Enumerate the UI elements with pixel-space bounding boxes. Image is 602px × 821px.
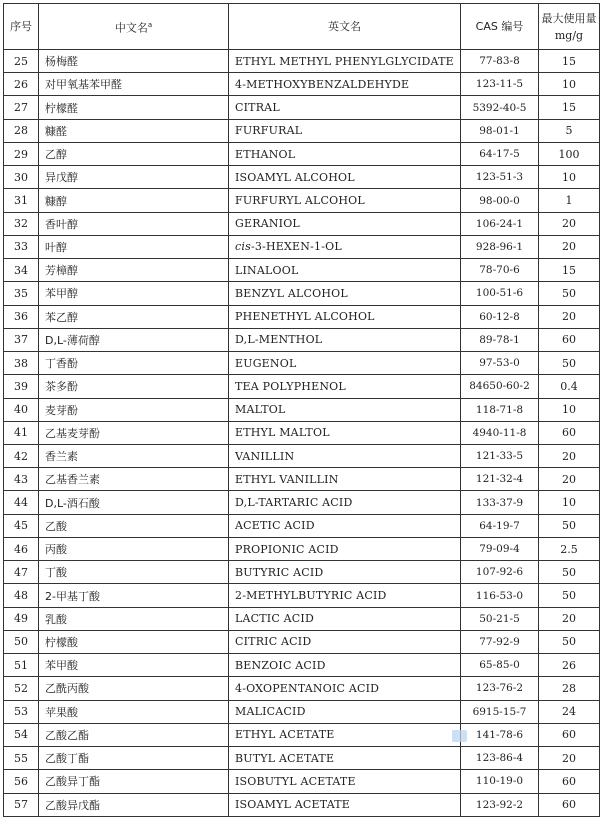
- table-row: [4, 654, 600, 677]
- cell-en-name: LINALOOL: [229, 259, 461, 282]
- cell-cn-name: 杨梅醛: [39, 50, 229, 73]
- table-row: [4, 793, 600, 817]
- cell-max-usage: 15: [539, 259, 600, 282]
- cell-en-name: 4-METHOXYBENZALDEHYDE: [229, 73, 461, 96]
- cell-cas: 60-12-8: [461, 305, 539, 328]
- table-row: [4, 584, 600, 607]
- cell-seq: 44: [4, 491, 39, 514]
- cell-seq: 36: [4, 305, 39, 328]
- cell-cn-name: 2-甲基丁酸: [39, 584, 229, 607]
- cell-en-name: VANILLIN: [229, 444, 461, 467]
- cell-cas: 121-32-4: [461, 468, 539, 491]
- table-row: [4, 398, 600, 421]
- cell-max-usage: 100: [539, 142, 600, 165]
- cell-cn-name: 乙基香兰素: [39, 468, 229, 491]
- cell-cn-name: 丁酸: [39, 561, 229, 584]
- cell-max-usage: 20: [539, 468, 600, 491]
- cell-en-name: EUGENOL: [229, 352, 461, 375]
- cell-max-usage: 10: [539, 491, 600, 514]
- cell-seq: 48: [4, 584, 39, 607]
- cell-en-name: TEA POLYPHENOL: [229, 375, 461, 398]
- cell-cn-name: 香叶醇: [39, 212, 229, 235]
- cell-en-name: ETHYL VANILLIN: [229, 468, 461, 491]
- table-row: [4, 212, 600, 235]
- header-en-name: 英文名: [229, 4, 461, 50]
- cell-seq: 52: [4, 677, 39, 700]
- watermark-icon: [452, 730, 467, 742]
- cell-cn-name: 对甲氧基苯甲醛: [39, 73, 229, 96]
- table-row: [4, 700, 600, 723]
- cell-en-name: ISOAMYL ALCOHOL: [229, 166, 461, 189]
- cell-cn-name: D,L-薄荷醇: [39, 328, 229, 351]
- cell-cas: 98-01-1: [461, 119, 539, 142]
- cell-max-usage: 20: [539, 607, 600, 630]
- cell-cas: 89-78-1: [461, 328, 539, 351]
- cell-seq: 46: [4, 537, 39, 560]
- cell-seq: 55: [4, 747, 39, 770]
- cell-en-name: ACETIC ACID: [229, 514, 461, 537]
- cell-cn-name: 麦芽酚: [39, 398, 229, 421]
- table-row: [4, 421, 600, 444]
- cell-cas: 133-37-9: [461, 491, 539, 514]
- cell-max-usage: 50: [539, 514, 600, 537]
- header-cn-name: 中文名$^a$: [39, 4, 229, 50]
- cell-seq: 51: [4, 654, 39, 677]
- table-row: [4, 305, 600, 328]
- table-row: [4, 630, 600, 653]
- cell-cn-name: 苹果酸: [39, 700, 229, 723]
- cell-cas: 123-51-3: [461, 166, 539, 189]
- cell-seq: 38: [4, 352, 39, 375]
- cell-cas: 4940-11-8: [461, 421, 539, 444]
- table-row: [4, 259, 600, 282]
- table-row: [4, 50, 600, 73]
- cell-en-name: CITRIC ACID: [229, 630, 461, 653]
- cell-cas: 65-85-0: [461, 654, 539, 677]
- table-row: [4, 352, 600, 375]
- cell-cas: 100-51-6: [461, 282, 539, 305]
- cell-max-usage: 60: [539, 770, 600, 793]
- cell-max-usage: 50: [539, 282, 600, 305]
- cell-seq: 50: [4, 630, 39, 653]
- table-row: [4, 723, 600, 746]
- cell-cn-name: 糠醛: [39, 119, 229, 142]
- cell-seq: 45: [4, 514, 39, 537]
- cell-cas: 6915-15-7: [461, 700, 539, 723]
- cell-cas: 106-24-1: [461, 212, 539, 235]
- cell-seq: 47: [4, 561, 39, 584]
- cell-cas: 123-92-2: [461, 793, 539, 817]
- cell-max-usage: 24: [539, 700, 600, 723]
- cell-seq: 28: [4, 119, 39, 142]
- cell-cas: 64-17-5: [461, 142, 539, 165]
- cell-seq: 57: [4, 793, 39, 817]
- cell-cn-name: 乙酸异戊酯: [39, 793, 229, 817]
- table-row: [4, 747, 600, 770]
- cell-en-name: MALTOL: [229, 398, 461, 421]
- cell-cas: 78-70-6: [461, 259, 539, 282]
- header-max-usage: 最大使用量 mg/g: [539, 4, 600, 50]
- cell-en-name: FURFURAL: [229, 119, 461, 142]
- cell-en-name: GERANIOL: [229, 212, 461, 235]
- cell-cn-name: 芳樟醇: [39, 259, 229, 282]
- cell-max-usage: 50: [539, 584, 600, 607]
- cell-max-usage: 60: [539, 421, 600, 444]
- cell-cn-name: D,L-酒石酸: [39, 491, 229, 514]
- cell-cn-name: 柠檬醛: [39, 96, 229, 119]
- cell-cas: 141-78-6: [461, 723, 539, 746]
- cell-cn-name: 乙醇: [39, 142, 229, 165]
- cell-seq: 41: [4, 421, 39, 444]
- cell-seq: 54: [4, 723, 39, 746]
- cell-cas: 98-00-0: [461, 189, 539, 212]
- cell-cas: 116-53-0: [461, 584, 539, 607]
- cell-cn-name: 乙酸乙酯: [39, 723, 229, 746]
- table-row: [4, 375, 600, 398]
- cell-en-name: BUTYL ACETATE: [229, 747, 461, 770]
- cell-cn-name: 丙酸: [39, 537, 229, 560]
- cell-cn-name: 乙酸: [39, 514, 229, 537]
- cell-cn-name: 柠檬酸: [39, 630, 229, 653]
- cell-cn-name: 苯甲酸: [39, 654, 229, 677]
- cell-en-prefix: cis: [235, 240, 251, 254]
- cell-en-name: PROPIONIC ACID: [229, 537, 461, 560]
- cell-en-name: PHENETHYL ALCOHOL: [229, 305, 461, 328]
- cell-en-name: ETHYL ACETATE: [229, 723, 461, 746]
- cell-cas: 110-19-0: [461, 770, 539, 793]
- cell-max-usage: 20: [539, 747, 600, 770]
- cell-max-usage: 28: [539, 677, 600, 700]
- table-row: [4, 235, 600, 258]
- cell-en-name: cis-3-HEXEN-1-OL: [229, 235, 461, 258]
- cell-en-name: ETHANOL: [229, 142, 461, 165]
- cell-en-name: BENZOIC ACID: [229, 654, 461, 677]
- cell-seq: 25: [4, 50, 39, 73]
- cell-cn-name: 香兰素: [39, 444, 229, 467]
- cell-cn-name: 丁香酚: [39, 352, 229, 375]
- cell-cas: 64-19-7: [461, 514, 539, 537]
- cell-max-usage: 26: [539, 654, 600, 677]
- cell-seq: 35: [4, 282, 39, 305]
- cell-max-usage: 0.4: [539, 375, 600, 398]
- cell-seq: 34: [4, 259, 39, 282]
- cell-seq: 53: [4, 700, 39, 723]
- cell-en-name: LACTIC ACID: [229, 607, 461, 630]
- cell-en-name: BUTYRIC ACID: [229, 561, 461, 584]
- table-row: [4, 770, 600, 793]
- additive-table: [3, 3, 600, 817]
- cell-max-usage: 1: [539, 189, 600, 212]
- cell-en-name: D,L-TARTARIC ACID: [229, 491, 461, 514]
- cell-en-name: 2-METHYLBUTYRIC ACID: [229, 584, 461, 607]
- cell-cas: 123-86-4: [461, 747, 539, 770]
- cell-cas: 928-96-1: [461, 235, 539, 258]
- table-row: [4, 119, 600, 142]
- cell-en-name: ISOBUTYL ACETATE: [229, 770, 461, 793]
- table-row: [4, 491, 600, 514]
- cell-seq: 29: [4, 142, 39, 165]
- cell-en-name: BENZYL ALCOHOL: [229, 282, 461, 305]
- cell-seq: 49: [4, 607, 39, 630]
- table-row: [4, 73, 600, 96]
- cell-cn-name: 乙基麦芽酚: [39, 421, 229, 444]
- cell-max-usage: 10: [539, 398, 600, 421]
- cell-seq: 40: [4, 398, 39, 421]
- cell-max-usage: 50: [539, 561, 600, 584]
- cell-max-usage: 20: [539, 444, 600, 467]
- cell-en-name: ETHYL MALTOL: [229, 421, 461, 444]
- cell-cn-name: 乙酸丁酯: [39, 747, 229, 770]
- cell-cn-name: 叶醇: [39, 235, 229, 258]
- cell-cas: 123-76-2: [461, 677, 539, 700]
- cell-seq: 43: [4, 468, 39, 491]
- cell-max-usage: 20: [539, 212, 600, 235]
- cell-cas: 77-83-8: [461, 50, 539, 73]
- cell-max-usage: 60: [539, 793, 600, 817]
- cell-en-name: ISOAMYL ACETATE: [229, 793, 461, 817]
- cell-cas: 77-92-9: [461, 630, 539, 653]
- cell-max-usage: 15: [539, 50, 600, 73]
- cell-en-name: ETHYL METHYL PHENYLGLYCIDATE: [229, 50, 461, 73]
- table-row: [4, 142, 600, 165]
- table-row: [4, 537, 600, 560]
- cell-seq: 42: [4, 444, 39, 467]
- cell-max-usage: 10: [539, 73, 600, 96]
- cell-max-usage: 10: [539, 166, 600, 189]
- cell-seq: 39: [4, 375, 39, 398]
- cell-en-name: FURFURYL ALCOHOL: [229, 189, 461, 212]
- cell-seq: 31: [4, 189, 39, 212]
- header-seq: 序号: [4, 4, 39, 50]
- cell-en-name: D,L-MENTHOL: [229, 328, 461, 351]
- cell-cn-name: 乙酸异丁酯: [39, 770, 229, 793]
- table-row: [4, 189, 600, 212]
- table-row: [4, 96, 600, 119]
- table-row: [4, 468, 600, 491]
- header-cn-footnote: a: [147, 20, 153, 29]
- header-max-unit: mg/g: [554, 28, 584, 42]
- cell-max-usage: 50: [539, 352, 600, 375]
- table-row: [4, 328, 600, 351]
- cell-seq: 56: [4, 770, 39, 793]
- cell-max-usage: 2.5: [539, 537, 600, 560]
- cell-cas: 97-53-0: [461, 352, 539, 375]
- cell-cas: 107-92-6: [461, 561, 539, 584]
- cell-en-name: MALICACID: [229, 700, 461, 723]
- cell-cn-name: 苯乙醇: [39, 305, 229, 328]
- cell-cas: 84650-60-2: [461, 375, 539, 398]
- cell-cn-name: 苯甲醇: [39, 282, 229, 305]
- table-row: [4, 444, 600, 467]
- table-header: [4, 4, 600, 50]
- cell-max-usage: 20: [539, 305, 600, 328]
- cell-seq: 33: [4, 235, 39, 258]
- cell-cn-name: 茶多酚: [39, 375, 229, 398]
- table-row: [4, 607, 600, 630]
- cell-cas: 79-09-4: [461, 537, 539, 560]
- cell-cas: 118-71-8: [461, 398, 539, 421]
- cell-max-usage: 5: [539, 119, 600, 142]
- cell-seq: 26: [4, 73, 39, 96]
- cell-seq: 37: [4, 328, 39, 351]
- cell-cas: 5392-40-5: [461, 96, 539, 119]
- cell-cas: 123-11-5: [461, 73, 539, 96]
- cell-max-usage: 50: [539, 630, 600, 653]
- table-row: [4, 166, 600, 189]
- cell-cn-name: 乳酸: [39, 607, 229, 630]
- cell-en-name: CITRAL: [229, 96, 461, 119]
- cell-cn-name: 异戊醇: [39, 166, 229, 189]
- cell-en-name: 4-OXOPENTANOIC ACID: [229, 677, 461, 700]
- cell-cas: 121-33-5: [461, 444, 539, 467]
- header-cas: CAS 编号: [461, 4, 539, 50]
- cell-max-usage: 60: [539, 723, 600, 746]
- cell-max-usage: 20: [539, 235, 600, 258]
- table-row: [4, 514, 600, 537]
- table-row: [4, 561, 600, 584]
- cell-cas: 50-21-5: [461, 607, 539, 630]
- cell-seq: 27: [4, 96, 39, 119]
- cell-cn-name: 糠醇: [39, 189, 229, 212]
- table-body: [4, 50, 600, 817]
- cell-cn-name: 乙酰丙酸: [39, 677, 229, 700]
- cell-max-usage: 60: [539, 328, 600, 351]
- table-row: [4, 282, 600, 305]
- cell-max-usage: 15: [539, 96, 600, 119]
- cell-seq: 32: [4, 212, 39, 235]
- table-row: [4, 677, 600, 700]
- cell-seq: 30: [4, 166, 39, 189]
